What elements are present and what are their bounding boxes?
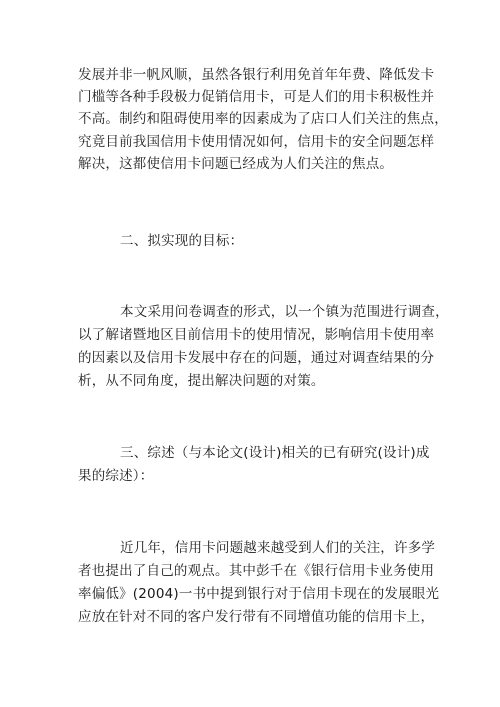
paragraph-3-line-4: 应放在针对不同的客户发行带有不同增值功能的信用卡上， [78,609,435,625]
paragraph-2-line-3: 的因素以及信用卡发展中存在的问题，通过对调查结果的分 [78,350,435,366]
paragraph-2-line-2: 以了解诸暨地区目前信用卡的使用情况，影响信用卡使用率 [78,327,435,343]
paragraph-3-line-3: 率偏低》(2004)一书中提到银行对于信用卡现在的发展眼光 [78,586,440,602]
paragraph-3-line-2: 者也提出了自己的观点。其中彭千在《银行信用卡业务使用 [78,563,435,579]
paragraph-1-line-1: 发展并非一帆风顺，虽然各银行利用免首年年费、降低发卡 [78,67,435,83]
section-heading-3-line-2: 果的综述）： [78,468,154,484]
paragraph-1-line-2: 门槛等各种手段极力促销信用卡，可是人们的用卡积极性并 [78,89,435,105]
section-heading-2: 二、拟实现的目标： [120,233,244,249]
paragraph-2-line-4: 析，从不同角度，提出解决问题的对策。 [78,373,325,389]
paragraph-1-line-4: 究竟目前我国信用卡使用情况如何，信用卡的安全问题怎样 [78,134,435,150]
section-heading-3-line-1: 三、综述（与本论文(设计)相关的已有研究(设计)成 [120,445,430,461]
paragraph-2-line-1: 本文采用问卷调查的形式，以一个镇为范围进行调查， [120,304,449,320]
paragraph-1-line-3: 不高。制约和阻碍使用率的因素成为了店口人们关注的焦点， [78,111,448,127]
paragraph-1-line-5: 解决，这都使信用卡问题已经成为人们关注的焦点。 [78,156,394,172]
paragraph-3-line-1: 近几年，信用卡问题越来越受到人们的关注，许多学 [120,540,436,556]
